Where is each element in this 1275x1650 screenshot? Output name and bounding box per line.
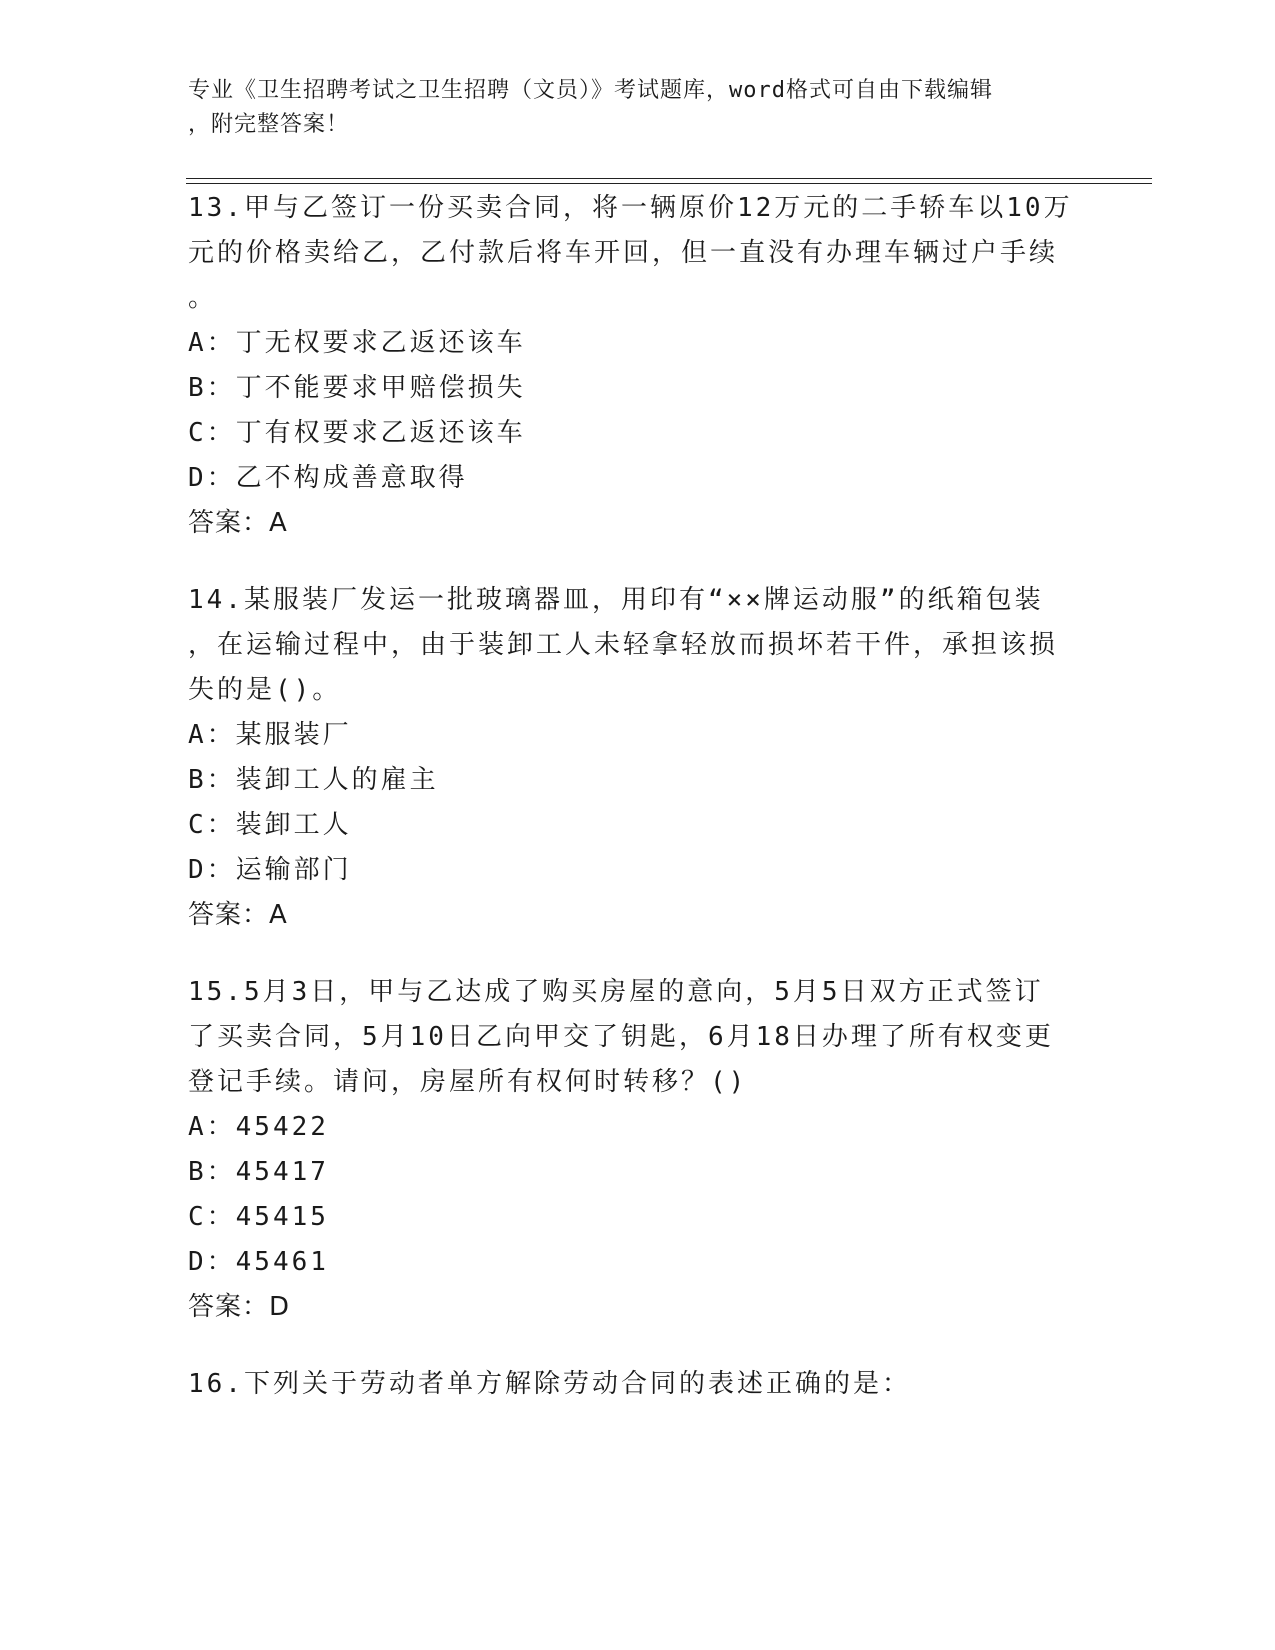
stem-line: 了买卖合同，5月10日乙向甲交了钥匙，6月18日办理了所有权变更 <box>188 1022 1054 1052</box>
option-b: B：丁不能要求甲赔偿损失 <box>188 373 526 403</box>
question-14 <box>188 578 1088 938</box>
answer: 答案：A <box>188 900 288 930</box>
question-13 <box>188 186 1088 546</box>
option-d: D：乙不构成善意取得 <box>188 463 468 493</box>
stem-line: 14.某服装厂发运一批玻璃器皿，用印有“××牌运动服”的纸箱包装 <box>188 585 1044 615</box>
option-d: D：45461 <box>188 1247 329 1277</box>
option-a: A：某服装厂 <box>188 720 352 750</box>
question-stem <box>188 970 1088 1105</box>
option-c: C：丁有权要求乙返还该车 <box>188 418 526 448</box>
answer: 答案：D <box>188 1292 291 1322</box>
stem-line: 元的价格卖给乙，乙付款后将车开回，但一直没有办理车辆过户手续 <box>188 238 1059 268</box>
question-stem <box>188 578 1088 713</box>
option-c: C：装卸工人 <box>188 810 352 840</box>
stem-line: 。 <box>188 283 218 313</box>
stem-line: 16.下列关于劳动者单方解除劳动合同的表述正确的是： <box>188 1369 911 1399</box>
header-divider-top <box>186 178 1152 179</box>
question-stem <box>188 186 1088 321</box>
stem-line: ，在运输过程中，由于装卸工人未轻拿轻放而损坏若干件，承担该损 <box>188 630 1059 660</box>
option-c: C：45415 <box>188 1202 329 1232</box>
header-divider-bottom <box>186 183 1152 184</box>
stem-line: 15.5月3日，甲与乙达成了购买房屋的意向，5月5日双方正式签订 <box>188 977 1044 1007</box>
option-a: A：45422 <box>188 1112 329 1142</box>
stem-line: 失的是()。 <box>188 675 342 705</box>
option-b: B：45417 <box>188 1157 329 1187</box>
question-stem <box>188 1362 1088 1407</box>
stem-line: 登记手续。请问，房屋所有权何时转移？() <box>188 1067 748 1097</box>
document-header <box>188 74 1068 142</box>
option-d: D：运输部门 <box>188 855 352 885</box>
header-line-2: ，附完整答案！ <box>188 112 350 137</box>
option-b: B：装卸工人的雇主 <box>188 765 439 795</box>
stem-line: 13.甲与乙签订一份买卖合同，将一辆原价12万元的二手轿车以10万 <box>188 193 1073 223</box>
answer: 答案：A <box>188 508 288 538</box>
header-line-1: 专业《卫生招聘考试之卫生招聘（文员）》考试题库，word格式可自由下载编辑 <box>188 78 993 103</box>
question-16 <box>188 1362 1088 1407</box>
option-a: A：丁无权要求乙返还该车 <box>188 328 526 358</box>
question-15 <box>188 970 1088 1330</box>
